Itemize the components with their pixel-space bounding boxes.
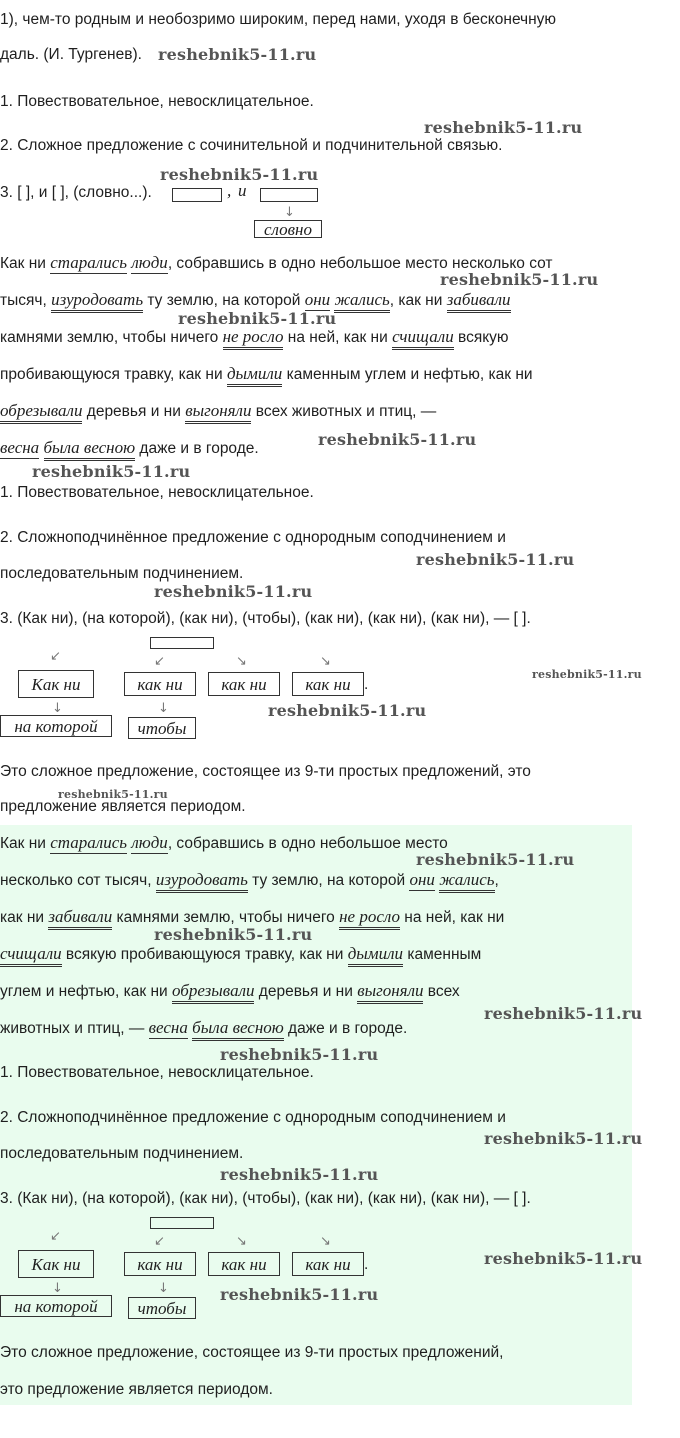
conclusion-line: предложение является периодом.: [0, 798, 246, 815]
period: .: [364, 1256, 369, 1273]
point-2: 2. Сложное предложение с сочинительной и подчинительной связью.: [0, 137, 503, 154]
sentence-line: счищали всякую пробивающуюся травку, как ни дымили каменным: [0, 944, 481, 965]
watermark: reshebnik5-11.ru: [440, 270, 599, 289]
point-1: 1. Повествовательное, невосклицательное.: [0, 93, 314, 110]
sentence-line: как ни забивали камнями землю, чтобы ничего не росло на ней, как ни: [0, 907, 504, 928]
watermark: reshebnik5-11.ru: [160, 165, 319, 184]
analysis-point-2: 2. Сложноподчинённое предложение с однородным соподчинением и: [0, 1109, 506, 1126]
sentence-line: весна была весною даже и в городе.: [0, 438, 259, 459]
clause-box-kak-ni: как ни: [124, 672, 196, 696]
watermark: reshebnik5-11.ru: [532, 668, 642, 681]
arrow-down-left-icon: ↙: [50, 649, 61, 664]
watermark: reshebnik5-11.ru: [154, 582, 313, 601]
arrow-down-icon: ↓: [158, 1281, 169, 1296]
conclusion-line: Это сложное предложение, состоящее из 9-ти простых предложений, это: [0, 763, 531, 780]
arrow-down-icon: ↓: [52, 1281, 63, 1296]
watermark: reshebnik5-11.ru: [220, 1285, 379, 1304]
conj-and: и: [238, 181, 247, 200]
main-clause-box: [150, 637, 214, 649]
arrow-down-right-icon: ↘: [320, 654, 331, 669]
text-line: 1), чем-то родным и необозримо широким, перед нами, уходя в бесконечную: [0, 11, 557, 28]
text-line: даль. (И. Тургенев).: [0, 46, 142, 63]
point-3: 3. [ ], и [ ], (словно...).: [0, 184, 152, 201]
clause-box-kak-ni: как ни: [292, 1252, 364, 1276]
watermark: reshebnik5-11.ru: [424, 118, 583, 137]
sentence-line: тысяч, изуродовать ту землю, на которой они жались, как ни забивали: [0, 290, 511, 311]
watermark: reshebnik5-11.ru: [416, 550, 575, 569]
sentence-line: обрезывали деревья и ни выгоняли всех животных и птиц, —: [0, 401, 436, 422]
main-clause-box: [150, 1217, 214, 1229]
watermark: reshebnik5-11.ru: [158, 45, 317, 64]
watermark: reshebnik5-11.ru: [58, 788, 168, 801]
sentence-line: пробивающуюся травку, как ни дымили каменным углем и нефтью, как ни: [0, 364, 533, 385]
clause-box: [172, 188, 222, 202]
watermark: reshebnik5-11.ru: [484, 1129, 643, 1148]
clause-box-na-kotoroy: на которой: [0, 715, 112, 737]
watermark: reshebnik5-11.ru: [318, 430, 477, 449]
clause-box-kak-ni: как ни: [124, 1252, 196, 1276]
watermark: reshebnik5-11.ru: [416, 850, 575, 869]
watermark: reshebnik5-11.ru: [178, 309, 337, 328]
watermark: reshebnik5-11.ru: [220, 1045, 379, 1064]
watermark: reshebnik5-11.ru: [32, 462, 191, 481]
sentence-line: камнями землю, чтобы ничего не росло на ней, как ни счищали всякую: [0, 327, 509, 348]
conclusion-line: это предложение является периодом.: [0, 1381, 273, 1398]
arrow-down-right-icon: ↘: [236, 1234, 247, 1249]
clause-box-chtoby: чтобы: [128, 1297, 196, 1319]
sentence-line: животных и птиц, — весна была весною даже и в городе.: [0, 1018, 407, 1039]
arrow-down-right-icon: ↘: [320, 1234, 331, 1249]
arrow-down-icon: ↓: [284, 205, 295, 220]
clause-box-chtoby: чтобы: [128, 717, 196, 739]
analysis-point-3: 3. (Как ни), (на которой), (как ни), (чтобы), (как ни), (как ни), (как ни), — [ ].: [0, 1190, 531, 1207]
clause-box-kak-ni: Как ни: [18, 1250, 94, 1278]
conj-and: ,: [227, 181, 236, 200]
analysis-point-2b: последовательным подчинением.: [0, 1145, 244, 1162]
analysis-point-1: 1. Повествовательное, невосклицательное.: [0, 1064, 314, 1081]
analysis-point-2: 2. Сложноподчинённое предложение с однородным соподчинением и: [0, 529, 506, 546]
arrow-down-icon: ↓: [52, 701, 63, 716]
conclusion-line: Это сложное предложение, состоящее из 9-ти простых предложений,: [0, 1344, 504, 1361]
arrow-down-left-icon: ↙: [50, 1229, 61, 1244]
clause-box-kak-ni: Как ни: [18, 670, 94, 698]
arrow-down-left-icon: ↙: [154, 1234, 165, 1249]
clause-box: [260, 188, 318, 202]
clause-box-slovno: словно: [254, 220, 322, 238]
clause-box-kak-ni: как ни: [208, 1252, 280, 1276]
watermark: reshebnik5-11.ru: [220, 1165, 379, 1184]
sentence-line: углем и нефтью, как ни обрезывали деревья и ни выгоняли всех: [0, 981, 460, 1002]
watermark: reshebnik5-11.ru: [484, 1004, 643, 1023]
sentence-line: Как ни старались люди, собравшись в одно небольшое место несколько сот: [0, 253, 553, 272]
clause-box-na-kotoroy: на которой: [0, 1295, 112, 1317]
period: .: [364, 676, 369, 693]
watermark: reshebnik5-11.ru: [268, 701, 427, 720]
analysis-point-2b: последовательным подчинением.: [0, 565, 244, 582]
watermark: reshebnik5-11.ru: [154, 925, 313, 944]
analysis-point-3: 3. (Как ни), (на которой), (как ни), (чтобы), (как ни), (как ни), (как ни), — [ ].: [0, 610, 531, 627]
analysis-point-1: 1. Повествовательное, невосклицательное.: [0, 484, 314, 501]
sentence-line: Как ни старались люди, собравшись в одно небольшое место: [0, 833, 448, 852]
clause-box-kak-ni: как ни: [292, 672, 364, 696]
arrow-down-icon: ↓: [158, 701, 169, 716]
arrow-down-left-icon: ↙: [154, 654, 165, 669]
sentence-line: несколько сот тысяч, изуродовать ту землю, на которой они жались,: [0, 870, 499, 891]
arrow-down-right-icon: ↘: [236, 654, 247, 669]
clause-box-kak-ni: как ни: [208, 672, 280, 696]
watermark: reshebnik5-11.ru: [484, 1249, 643, 1268]
